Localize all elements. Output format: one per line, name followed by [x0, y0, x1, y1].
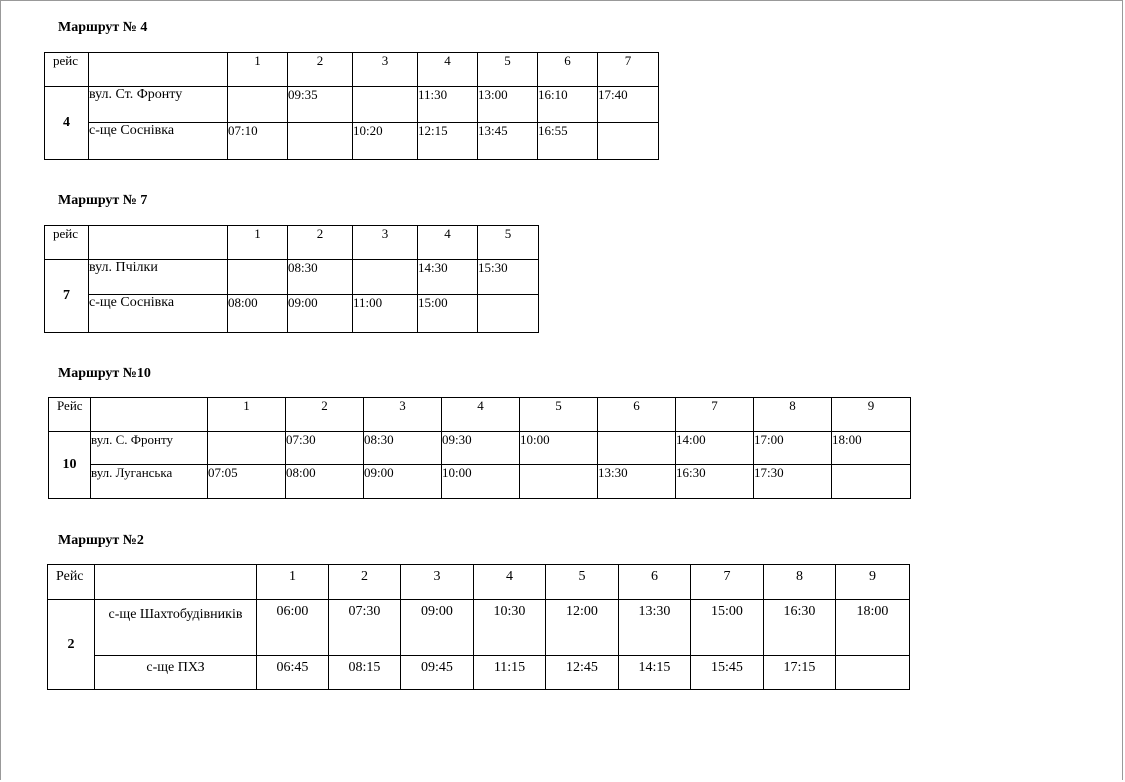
- time-cell: 11:00: [353, 295, 418, 333]
- trip-number: 1: [228, 226, 288, 260]
- stop-name: с-ще Соснівка: [89, 295, 228, 333]
- route-heading: Маршрут № 4: [58, 20, 148, 35]
- time-cell: 15:45: [691, 656, 764, 690]
- trip-number: 5: [546, 565, 619, 600]
- table-row: [45, 87, 659, 123]
- trip-number: 3: [364, 398, 442, 432]
- table-row: [45, 123, 659, 160]
- time-cell: [836, 656, 910, 690]
- stop-name: вул. С. Фронту: [91, 432, 208, 465]
- time-cell: 09:00: [364, 465, 442, 499]
- trip-header-label: рейс: [45, 226, 89, 260]
- table-row: [48, 656, 910, 690]
- time-cell: 11:30: [418, 87, 478, 123]
- time-cell: 14:00: [676, 432, 754, 465]
- trip-number: 3: [401, 565, 474, 600]
- time-cell: 07:30: [286, 432, 364, 465]
- table-row: [48, 600, 910, 656]
- time-cell: 16:55: [538, 123, 598, 160]
- time-cell: 17:40: [598, 87, 659, 123]
- time-cell: 10:30: [474, 600, 546, 656]
- route-heading: Маршрут № 7: [58, 193, 148, 208]
- time-cell: 10:20: [353, 123, 418, 160]
- trip-number: 7: [676, 398, 754, 432]
- time-cell: 08:00: [228, 295, 288, 333]
- trip-number: 9: [832, 398, 911, 432]
- time-cell: 07:30: [329, 600, 401, 656]
- time-cell: [228, 87, 288, 123]
- schedule-table: [44, 225, 539, 333]
- header-row: [49, 398, 911, 432]
- time-cell: 13:00: [478, 87, 538, 123]
- time-cell: 12:15: [418, 123, 478, 160]
- route-number: 2: [48, 600, 95, 690]
- time-cell: [208, 432, 286, 465]
- trip-number: 8: [754, 398, 832, 432]
- schedule-table: [47, 564, 910, 690]
- trip-number: 7: [691, 565, 764, 600]
- table-row: [49, 432, 911, 465]
- table-row: [49, 465, 911, 499]
- trip-number: 4: [418, 53, 478, 87]
- trip-number: 1: [257, 565, 329, 600]
- time-cell: 17:15: [764, 656, 836, 690]
- stop-name: вул. Пчілки: [89, 260, 228, 295]
- time-cell: 07:05: [208, 465, 286, 499]
- time-cell: 13:30: [619, 600, 691, 656]
- time-cell: 15:00: [418, 295, 478, 333]
- time-cell: [520, 465, 598, 499]
- time-cell: 09:45: [401, 656, 474, 690]
- time-cell: [598, 432, 676, 465]
- time-cell: 08:15: [329, 656, 401, 690]
- trip-header-label: рейс: [45, 53, 89, 87]
- time-cell: 13:30: [598, 465, 676, 499]
- stop-name: с-ще Соснівка: [89, 123, 228, 160]
- route-number: 10: [49, 432, 91, 499]
- stop-header-cell: [89, 53, 228, 87]
- time-cell: 14:15: [619, 656, 691, 690]
- trip-number: 2: [288, 53, 353, 87]
- header-row: [45, 226, 539, 260]
- trip-number: 6: [538, 53, 598, 87]
- time-cell: 06:00: [257, 600, 329, 656]
- trip-number: 2: [329, 565, 401, 600]
- trip-header-label: Рейс: [48, 565, 95, 600]
- table-row: [45, 260, 539, 295]
- trip-number: 4: [474, 565, 546, 600]
- time-cell: [228, 260, 288, 295]
- time-cell: 09:00: [288, 295, 353, 333]
- time-cell: 12:45: [546, 656, 619, 690]
- stop-name: с-ще Шахтобудівників: [95, 600, 257, 656]
- time-cell: 09:00: [401, 600, 474, 656]
- schedule-table: [44, 52, 659, 160]
- time-cell: [288, 123, 353, 160]
- trip-number: 5: [478, 226, 539, 260]
- time-cell: 15:30: [478, 260, 539, 295]
- trip-number: 7: [598, 53, 659, 87]
- time-cell: 12:00: [546, 600, 619, 656]
- time-cell: 18:00: [836, 600, 910, 656]
- time-cell: 16:10: [538, 87, 598, 123]
- trip-number: 3: [353, 226, 418, 260]
- trip-number: 1: [208, 398, 286, 432]
- trip-number: 3: [353, 53, 418, 87]
- time-cell: 13:45: [478, 123, 538, 160]
- trip-header-label: Рейс: [49, 398, 91, 432]
- time-cell: 16:30: [764, 600, 836, 656]
- trip-number: 4: [418, 226, 478, 260]
- trip-number: 8: [764, 565, 836, 600]
- time-cell: 11:15: [474, 656, 546, 690]
- trip-number: 5: [478, 53, 538, 87]
- time-cell: [353, 260, 418, 295]
- stop-header-cell: [95, 565, 257, 600]
- stop-header-cell: [89, 226, 228, 260]
- time-cell: [832, 465, 911, 499]
- header-row: [48, 565, 910, 600]
- route-number: 4: [45, 87, 89, 160]
- route-number: 7: [45, 260, 89, 333]
- time-cell: 08:00: [286, 465, 364, 499]
- stop-header-cell: [91, 398, 208, 432]
- time-cell: 10:00: [520, 432, 598, 465]
- table-row: [45, 295, 539, 333]
- time-cell: 08:30: [288, 260, 353, 295]
- route-heading: Маршрут №2: [58, 533, 144, 548]
- time-cell: 16:30: [676, 465, 754, 499]
- schedule-table: [48, 397, 911, 499]
- trip-number: 6: [619, 565, 691, 600]
- time-cell: 18:00: [832, 432, 911, 465]
- time-cell: 08:30: [364, 432, 442, 465]
- route-heading: Маршрут №10: [58, 366, 151, 381]
- stop-name: с-ще ПХЗ: [95, 656, 257, 690]
- time-cell: 09:30: [442, 432, 520, 465]
- time-cell: 15:00: [691, 600, 764, 656]
- time-cell: 17:00: [754, 432, 832, 465]
- trip-number: 6: [598, 398, 676, 432]
- trip-number: 1: [228, 53, 288, 87]
- time-cell: 09:35: [288, 87, 353, 123]
- time-cell: [353, 87, 418, 123]
- time-cell: [598, 123, 659, 160]
- time-cell: 07:10: [228, 123, 288, 160]
- trip-number: 5: [520, 398, 598, 432]
- time-cell: 10:00: [442, 465, 520, 499]
- header-row: [45, 53, 659, 87]
- trip-number: 9: [836, 565, 910, 600]
- time-cell: 14:30: [418, 260, 478, 295]
- trip-number: 2: [288, 226, 353, 260]
- trip-number: 2: [286, 398, 364, 432]
- trip-number: 4: [442, 398, 520, 432]
- time-cell: 06:45: [257, 656, 329, 690]
- time-cell: 17:30: [754, 465, 832, 499]
- time-cell: [478, 295, 539, 333]
- stop-name: вул. Луганська: [91, 465, 208, 499]
- stop-name: вул. Ст. Фронту: [89, 87, 228, 123]
